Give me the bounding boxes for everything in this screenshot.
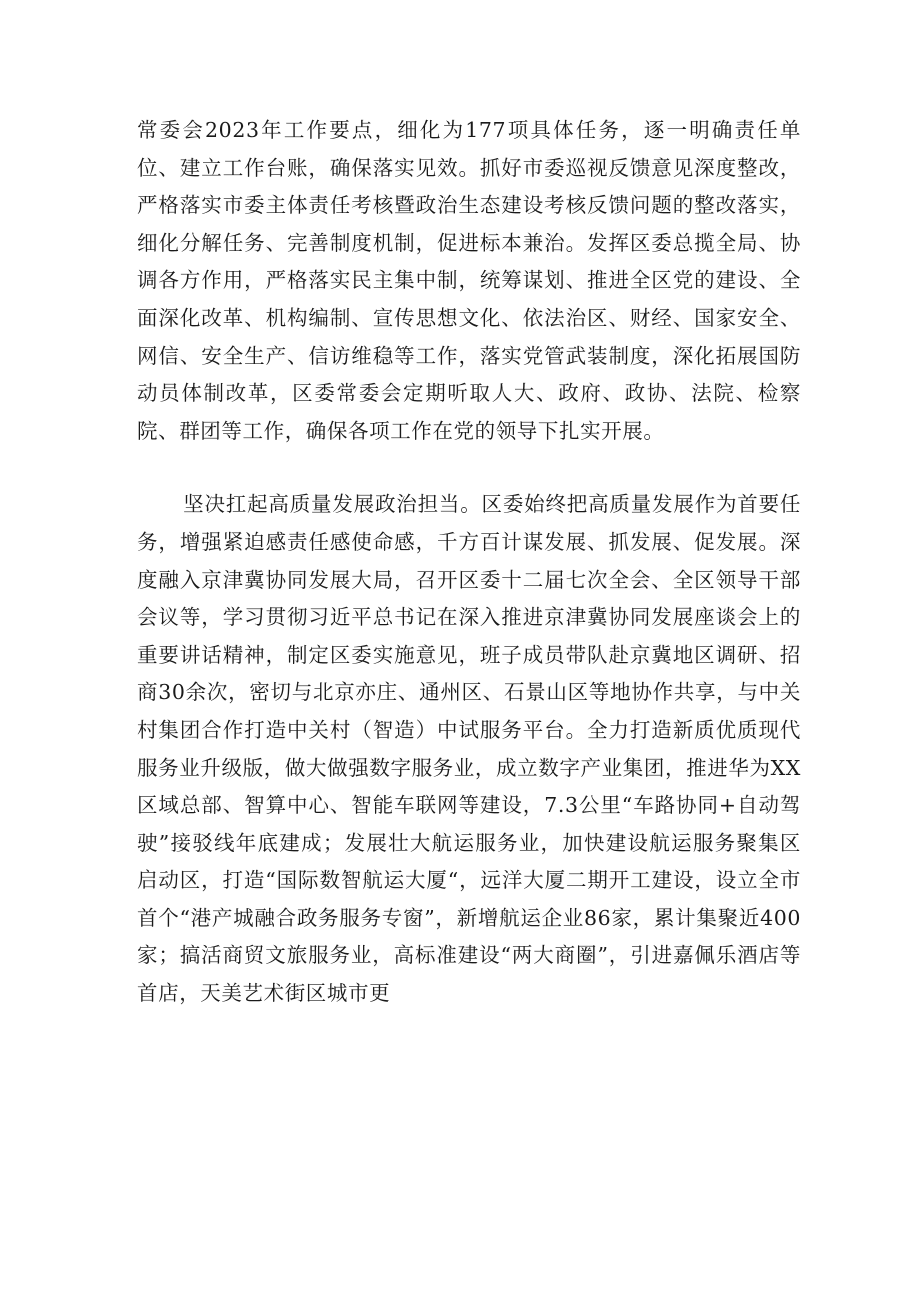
paragraph-gap [137, 450, 801, 486]
paragraph-continuation: 常委会2023年工作要点，细化为177项具体任务，逐一明确责任单位、建立工作台账，确保落实见效。抓好市委巡视反馈意见深度整改，严格落实市委主体责任考核暨政治生态建设考核反馈问题的整改落实，细化分解任务、完善制度机制，促进标本兼治。发挥区委总揽全局、协调各方作用，严格落实民主集中制，统筹谋划、推进全区党的建设、全面深化改革、机构编制、宣传思想文化、依法治区、财经、国家安全、网信、安全生产、信访维稳等工作，落实党管武装制度，深化拓展国防动员体制改革，区委常委会定期听取人大、政府、政协、法院、检察院、群团等工作，确保各项工作在党的领导下扎实开展。 [137, 118, 801, 443]
document-body [137, 112, 801, 1013]
paragraph-high-quality-development: 坚决扛起高质量发展政治担当。区委始终把高质量发展作为首要任务，增强紧迫感责任感使命感，千方百计谋发展、抓发展、促发展。深度融入京津冀协同发展大局，召开区委十二届七次全会、全区领导干部会议等，学习贯彻习近平总书记在深入推进京津冀协同发展座谈会上的重要讲话精神，制定区委实施意见，班子成员带队赴京冀地区调研、招商30余次，密切与北京亦庄、通州区、石景山区等地协作共享，与中关村集团合作打造中关村（智造）中试服务平台。全力打造新质优质现代服务业升级版，做大做强数字服务业，成立数字产业集团，推进华为XX区域总部、智算中心、智能车联网等建设，7.3公里“车路协同+自动驾驶”接驳线年底建成；发展壮大航运服务业，加快建设航运服务聚集区启动区，打造“国际数智航运大厦“，远洋大厦二期开工建设，设立全市首个“港产城融合政务服务专窗”，新增航运企业86家，累计集聚近400家；搞活商贸文旅服务业，高标准建设“两大商圈”，引进嘉佩乐酒店等首店，天美艺术街区城市更 [137, 492, 801, 1006]
